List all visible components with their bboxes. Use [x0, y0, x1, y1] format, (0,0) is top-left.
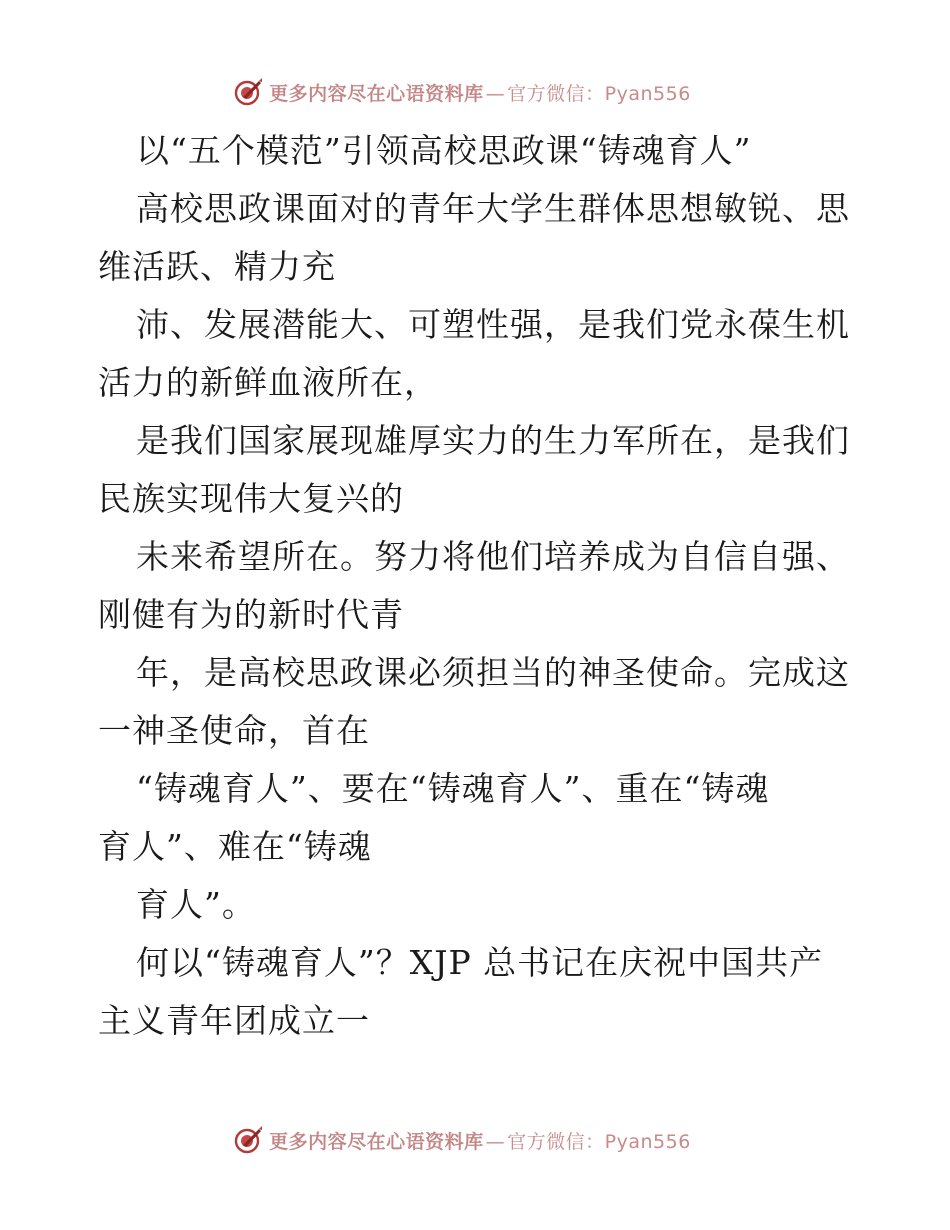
document-title: 以“五个模范”引领高校思政课“铸魂育人” [136, 131, 752, 170]
paragraph-line: 民族实现伟大复兴的 [98, 479, 404, 518]
paragraph-line: “铸魂育人”、要在“铸魂育人”、重在“铸魂 [136, 769, 770, 808]
paragraph-line: 育人”。 [136, 885, 256, 924]
watermark-sub: 官方微信：Pyan556 [507, 82, 691, 105]
paragraph-line: 活力的新鲜血液所在， [98, 363, 438, 402]
paragraph-line: 高校思政课面对的青年大学生群体思想敏锐、思 [136, 189, 850, 228]
watermark-text [269, 1127, 691, 1154]
watermark-text [269, 79, 691, 106]
paragraph-line: 维活跃、精力充 [98, 247, 336, 286]
paragraph-line: 育人”、难在“铸魂 [98, 827, 372, 866]
quill-logo-icon [233, 1125, 263, 1155]
paragraph-line: 主义青年团成立一 [98, 1001, 370, 1040]
paragraph-line: 刚健有为的新时代青 [98, 595, 404, 634]
paragraph-line: 年，是高校思政课必须担当的神圣使命。完成这 [136, 653, 850, 692]
paragraph-line: 何以“铸魂育人”？XJP 总书记在庆祝中国共产 [136, 943, 824, 982]
header-watermark [0, 72, 950, 112]
quill-logo-icon [233, 77, 263, 107]
paragraph-line: 未来希望所在。努力将他们培养成为自信自强、 [136, 537, 850, 576]
paragraph-line: 沛、发展潜能大、可塑性强，是我们党永葆生机 [136, 305, 850, 344]
watermark-sub: 官方微信：Pyan556 [507, 1130, 691, 1153]
watermark-main: 更多内容尽在心语资料库 [269, 1130, 484, 1153]
watermark-separator: — [485, 1130, 506, 1153]
watermark-main: 更多内容尽在心语资料库 [269, 82, 484, 105]
paragraph-line: 是我们国家展现雄厚实力的生力军所在，是我们 [136, 421, 850, 460]
watermark-separator: — [485, 82, 506, 105]
document-body [98, 122, 858, 1050]
paragraph-line: 一神圣使命，首在 [98, 711, 370, 750]
footer-watermark [0, 1120, 950, 1160]
